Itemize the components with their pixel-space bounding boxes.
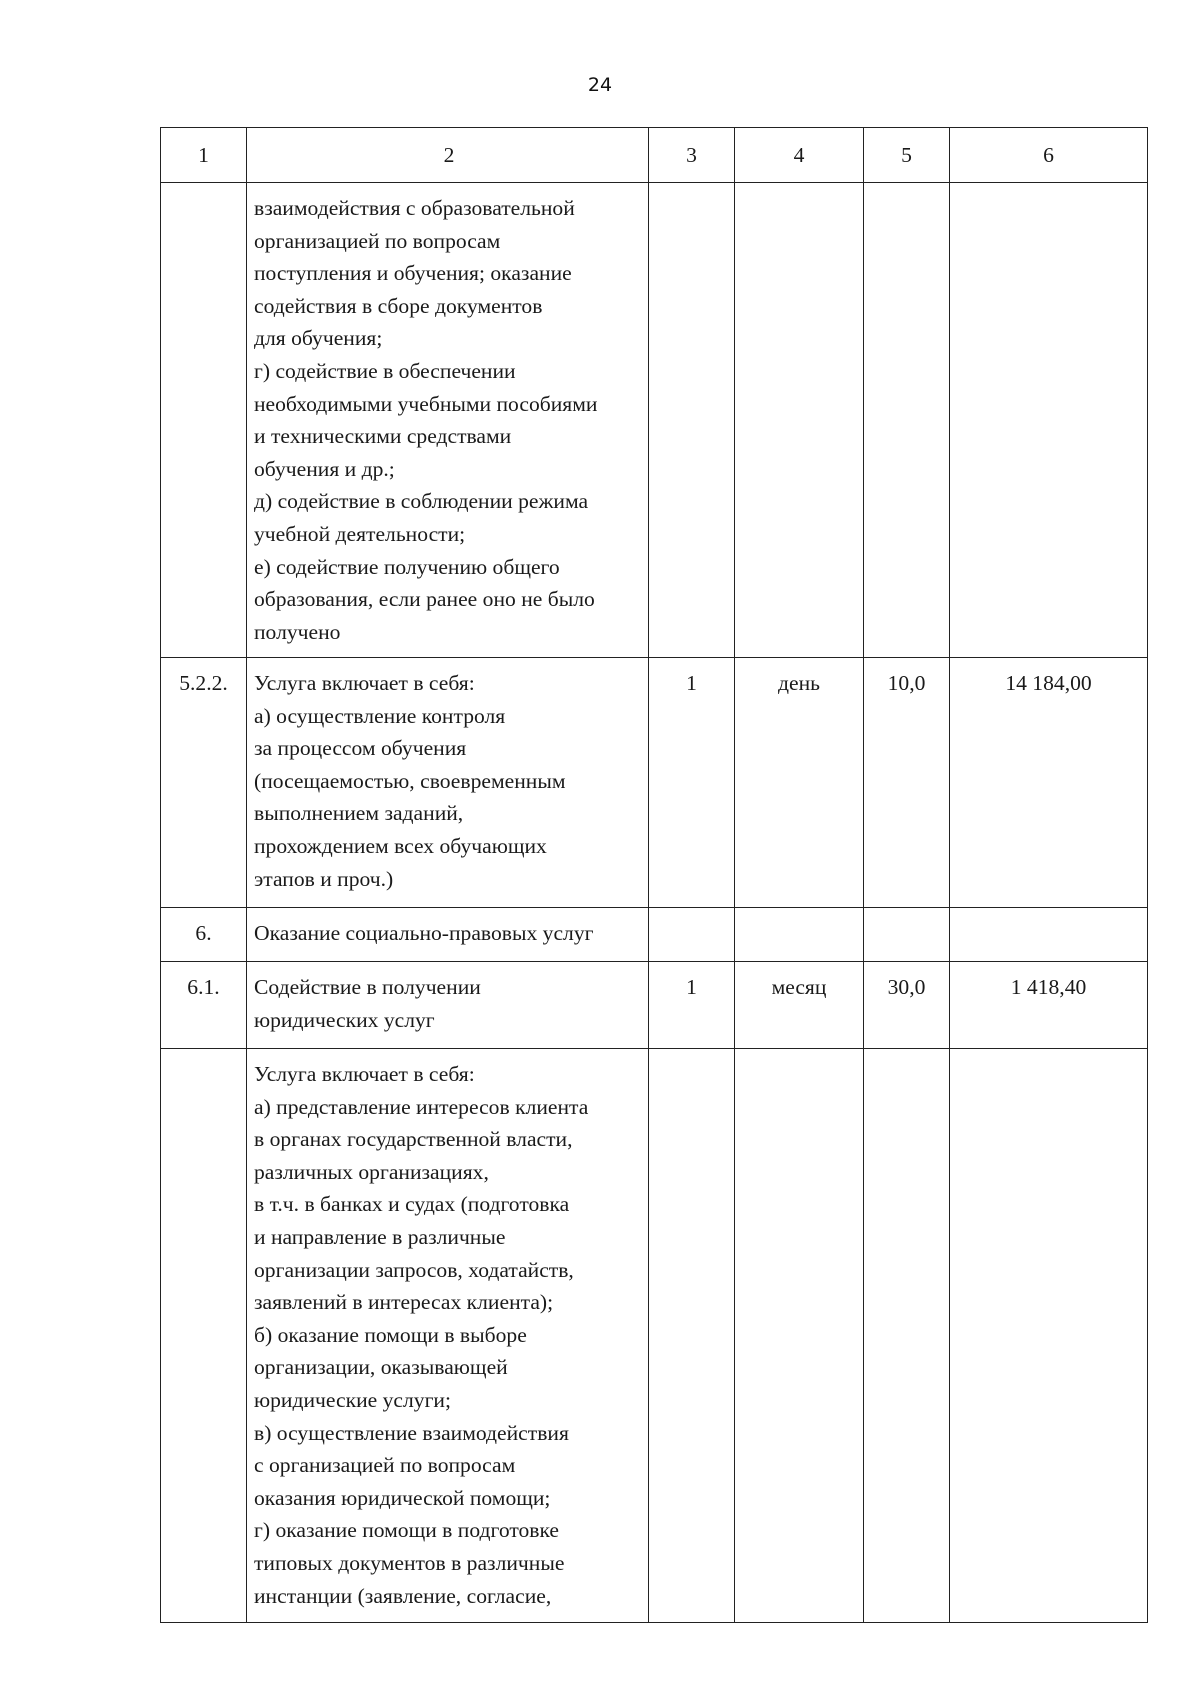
norm-cell <box>864 1049 950 1623</box>
row-number-cell: 6.1. <box>161 962 247 1049</box>
header-cell: 4 <box>735 128 864 183</box>
norm-cell <box>864 908 950 962</box>
description-cell: Оказание социально-правовых услуг <box>247 908 649 962</box>
services-table <box>160 127 1148 1623</box>
header-cell: 2 <box>247 128 649 183</box>
quantity-cell: 1 <box>649 962 735 1049</box>
row-number-cell <box>161 1049 247 1623</box>
unit-cell: день <box>735 658 864 908</box>
header-cell: 5 <box>864 128 950 183</box>
norm-cell: 30,0 <box>864 962 950 1049</box>
norm-cell: 10,0 <box>864 658 950 908</box>
header-cell: 3 <box>649 128 735 183</box>
row-number-cell <box>161 183 247 658</box>
description-cell: взаимодействия с образовательной организацией по вопросам поступления и обучения; оказание содействия в сборе документов для обучения; г) содействие в обеспечении необходимыми учебными пособиями и техническими средствами обучения и др.; д) содействие в соблюдении режима учебной деятельности; е) содействие получению общего образования, если ранее оно не было получено <box>247 183 649 658</box>
unit-cell <box>735 1049 864 1623</box>
description-cell: Услуга включает в себя: а) представление интересов клиента в органах государственной власти, различных организациях, в т.ч. в банках и судах (подготовка и направление в различные организации запросов, ходатайств, заявлений в интересах клиента); б) оказание помощи в выборе организации, оказывающей юридические услуги; в) осуществление взаимодействия с организацией по вопросам оказания юридической помощи; г) оказание помощи в подготовке типовых документов в различные инстанции (заявление, согласие, <box>247 1049 649 1623</box>
description-cell: Содействие в получении юридических услуг <box>247 962 649 1049</box>
unit-cell <box>735 908 864 962</box>
table-row <box>161 1049 1148 1623</box>
table-row <box>161 908 1148 962</box>
price-cell: 14 184,00 <box>950 658 1148 908</box>
quantity-cell <box>649 1049 735 1623</box>
price-cell <box>950 183 1148 658</box>
header-cell: 6 <box>950 128 1148 183</box>
page-number: 24 <box>587 74 613 96</box>
table-row <box>161 658 1148 908</box>
unit-cell: месяц <box>735 962 864 1049</box>
unit-cell <box>735 183 864 658</box>
header-cell: 1 <box>161 128 247 183</box>
price-cell <box>950 1049 1148 1623</box>
table-header-row <box>161 128 1148 183</box>
quantity-cell <box>649 908 735 962</box>
row-number-cell: 6. <box>161 908 247 962</box>
quantity-cell <box>649 183 735 658</box>
quantity-cell: 1 <box>649 658 735 908</box>
row-number-cell: 5.2.2. <box>161 658 247 908</box>
table-row <box>161 183 1148 658</box>
price-cell <box>950 908 1148 962</box>
price-cell: 1 418,40 <box>950 962 1148 1049</box>
norm-cell <box>864 183 950 658</box>
table-row <box>161 962 1148 1049</box>
description-cell: Услуга включает в себя: а) осуществление контроля за процессом обучения (посещаемостью, своевременным выполнением заданий, прохождением всех обучающих этапов и проч.) <box>247 658 649 908</box>
